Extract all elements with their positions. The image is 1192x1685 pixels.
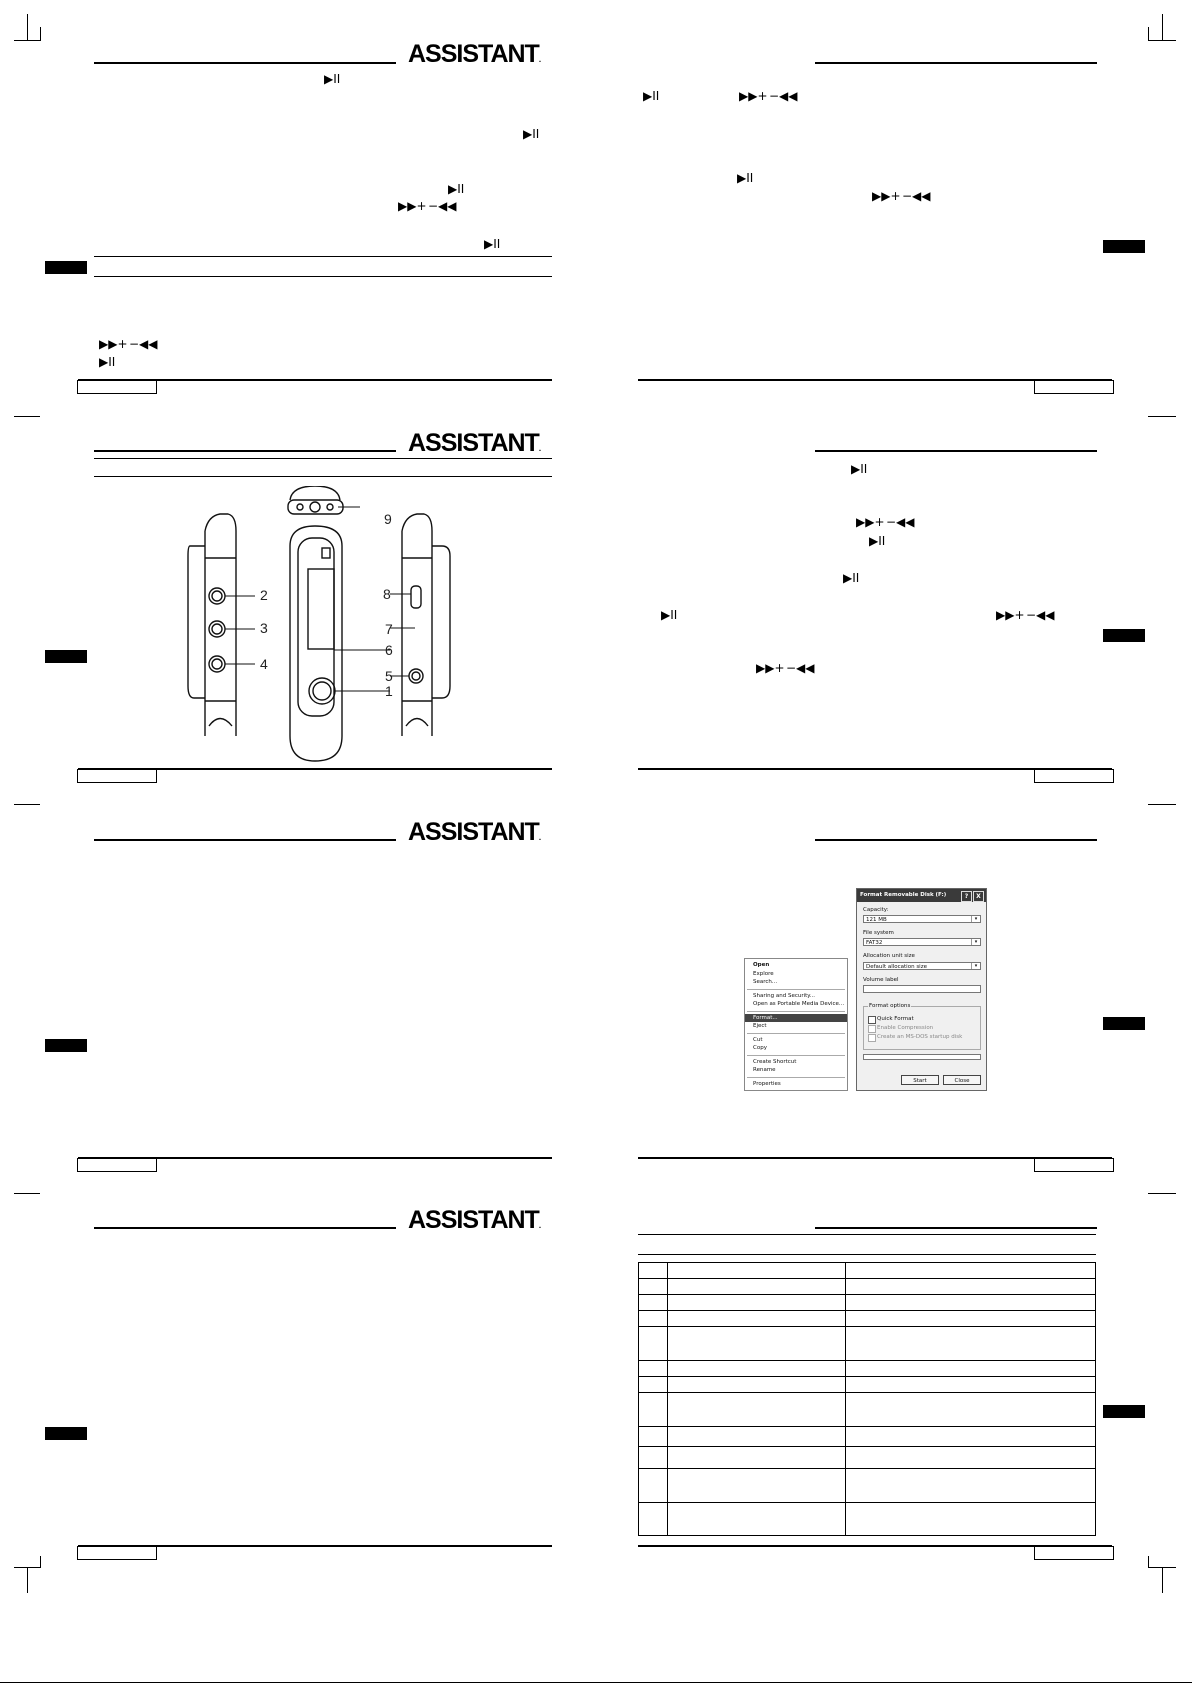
callout-6: 6 bbox=[385, 642, 393, 658]
section-tab bbox=[45, 1427, 87, 1440]
menu-item-explore[interactable]: Explore bbox=[753, 970, 774, 977]
format-dialog bbox=[856, 888, 987, 1091]
volume-label-input[interactable] bbox=[863, 985, 981, 993]
menu-item-format[interactable]: Format... bbox=[745, 1014, 847, 1023]
allocation-label: Allocation unit size bbox=[863, 953, 915, 959]
play-pause-icon: ▶II bbox=[448, 182, 465, 196]
next-track-icon: ▶▶+ bbox=[739, 89, 768, 103]
specifications-table bbox=[638, 1262, 1096, 1536]
quick-format-label: Quick Format bbox=[877, 1016, 914, 1022]
play-pause-icon: ▶II bbox=[324, 72, 341, 86]
callout-2: 2 bbox=[260, 587, 268, 603]
format-progress-bar bbox=[863, 1054, 981, 1060]
menu-item-sharing[interactable]: Sharing and Security... bbox=[753, 992, 816, 999]
play-pause-icon: ▶II bbox=[643, 89, 660, 103]
brand-logo: ASSISTANT. bbox=[408, 818, 541, 846]
table-row bbox=[639, 1376, 1095, 1377]
table-row bbox=[639, 1294, 1095, 1295]
next-track-icon: ▶▶+ bbox=[856, 515, 885, 529]
menu-item-portable-device[interactable]: Open as Portable Media Device... bbox=[753, 1001, 845, 1007]
section-tab bbox=[1103, 1405, 1145, 1418]
next-track-icon: ▶▶+ bbox=[756, 661, 785, 675]
menu-item-rename[interactable]: Rename bbox=[753, 1067, 776, 1073]
callout-5: 5 bbox=[385, 668, 393, 684]
table-row bbox=[639, 1310, 1095, 1311]
quick-format-checkbox[interactable] bbox=[868, 1016, 876, 1024]
explorer-context-menu bbox=[744, 958, 848, 1091]
page-number-box bbox=[1034, 1546, 1114, 1560]
chevron-down-icon: ▾ bbox=[971, 939, 980, 945]
callout-9: 9 bbox=[384, 511, 392, 527]
table-row bbox=[639, 1426, 1095, 1427]
play-pause-icon: ▶II bbox=[484, 237, 501, 251]
close-button[interactable]: Close bbox=[943, 1075, 981, 1085]
table-row bbox=[639, 1468, 1095, 1469]
play-pause-icon: ▶II bbox=[737, 171, 754, 185]
chevron-down-icon: ▾ bbox=[971, 916, 980, 922]
next-track-icon: ▶▶+ bbox=[872, 189, 901, 203]
page-number-box bbox=[1034, 769, 1114, 783]
next-track-icon: ▶▶+ bbox=[996, 608, 1025, 622]
table-row bbox=[639, 1502, 1095, 1503]
page-number-box bbox=[1034, 380, 1114, 394]
page-number-box bbox=[1034, 1158, 1114, 1172]
start-button[interactable]: Start bbox=[901, 1075, 939, 1085]
brand-logo: ASSISTANT. bbox=[408, 40, 541, 68]
callout-8: 8 bbox=[383, 586, 391, 602]
volume-label-label: Volume label bbox=[863, 977, 899, 983]
menu-item-copy[interactable]: Copy bbox=[753, 1045, 767, 1051]
capacity-select[interactable]: 121 MB ▾ bbox=[863, 915, 981, 923]
brand-logo: ASSISTANT. bbox=[408, 1206, 541, 1234]
next-track-icon: ▶▶+ bbox=[99, 337, 128, 351]
page-number-box bbox=[77, 380, 157, 394]
section-tab bbox=[45, 650, 87, 663]
previous-track-icon: −◀◀ bbox=[786, 661, 815, 675]
play-pause-icon: ▶II bbox=[661, 608, 678, 622]
previous-track-icon: −◀◀ bbox=[1026, 608, 1055, 622]
menu-item-open[interactable]: Open bbox=[753, 962, 770, 968]
dialog-title: Format Removable Disk (F:) bbox=[860, 892, 947, 898]
play-pause-icon: ▶II bbox=[843, 571, 860, 585]
file-system-label: File system bbox=[863, 930, 894, 936]
close-icon[interactable]: X bbox=[973, 891, 984, 902]
menu-item-properties[interactable]: Properties bbox=[753, 1080, 781, 1087]
previous-track-icon: −◀◀ bbox=[886, 515, 915, 529]
menu-item-cut[interactable]: Cut bbox=[753, 1036, 763, 1043]
previous-track-icon: −◀◀ bbox=[428, 199, 457, 213]
brand-logo: ASSISTANT. bbox=[408, 429, 541, 457]
chevron-down-icon: ▾ bbox=[971, 963, 980, 969]
section-tab bbox=[1103, 629, 1145, 642]
play-pause-icon: ▶II bbox=[523, 127, 540, 141]
callout-1: 1 bbox=[385, 683, 393, 699]
file-system-select[interactable]: FAT32 ▾ bbox=[863, 938, 981, 946]
table-row bbox=[639, 1278, 1095, 1279]
help-icon[interactable]: ? bbox=[961, 891, 972, 902]
section-tab bbox=[45, 1039, 87, 1052]
previous-track-icon: −◀◀ bbox=[902, 189, 931, 203]
menu-item-search[interactable]: Search... bbox=[753, 979, 778, 985]
play-pause-icon: ▶II bbox=[851, 462, 868, 476]
allocation-select[interactable]: Default allocation size ▾ bbox=[863, 962, 981, 970]
section-tab bbox=[45, 261, 87, 274]
format-options-label: Format options bbox=[869, 1003, 911, 1009]
msdos-startup-label: Create an MS-DOS startup disk bbox=[877, 1034, 963, 1040]
table-row bbox=[639, 1446, 1095, 1447]
next-track-icon: ▶▶+ bbox=[398, 199, 427, 213]
mp3-player-diagram bbox=[180, 486, 460, 762]
page-number-box bbox=[77, 1158, 157, 1172]
callout-7: 7 bbox=[385, 621, 393, 637]
previous-track-icon: −◀◀ bbox=[769, 89, 798, 103]
table-row bbox=[639, 1392, 1095, 1393]
enable-compression-label: Enable Compression bbox=[877, 1025, 934, 1031]
dialog-title-bar bbox=[857, 889, 986, 902]
menu-item-eject[interactable]: Eject bbox=[753, 1023, 767, 1029]
play-pause-icon: ▶II bbox=[99, 355, 116, 369]
play-pause-icon: ▶II bbox=[869, 534, 886, 548]
format-options-group bbox=[863, 1003, 981, 1050]
section-tab bbox=[1103, 240, 1145, 253]
msdos-startup-checkbox[interactable] bbox=[868, 1034, 876, 1042]
callout-3: 3 bbox=[260, 620, 268, 636]
table-row bbox=[639, 1326, 1095, 1327]
capacity-label: Capacity: bbox=[863, 907, 889, 913]
menu-item-create-shortcut[interactable]: Create Shortcut bbox=[753, 1058, 797, 1065]
enable-compression-checkbox[interactable] bbox=[868, 1025, 876, 1033]
section-tab bbox=[1103, 1017, 1145, 1030]
page-number-box bbox=[77, 1546, 157, 1560]
callout-4: 4 bbox=[260, 656, 268, 672]
page-number-box bbox=[77, 769, 157, 783]
previous-track-icon: −◀◀ bbox=[129, 337, 158, 351]
table-row bbox=[639, 1360, 1095, 1361]
